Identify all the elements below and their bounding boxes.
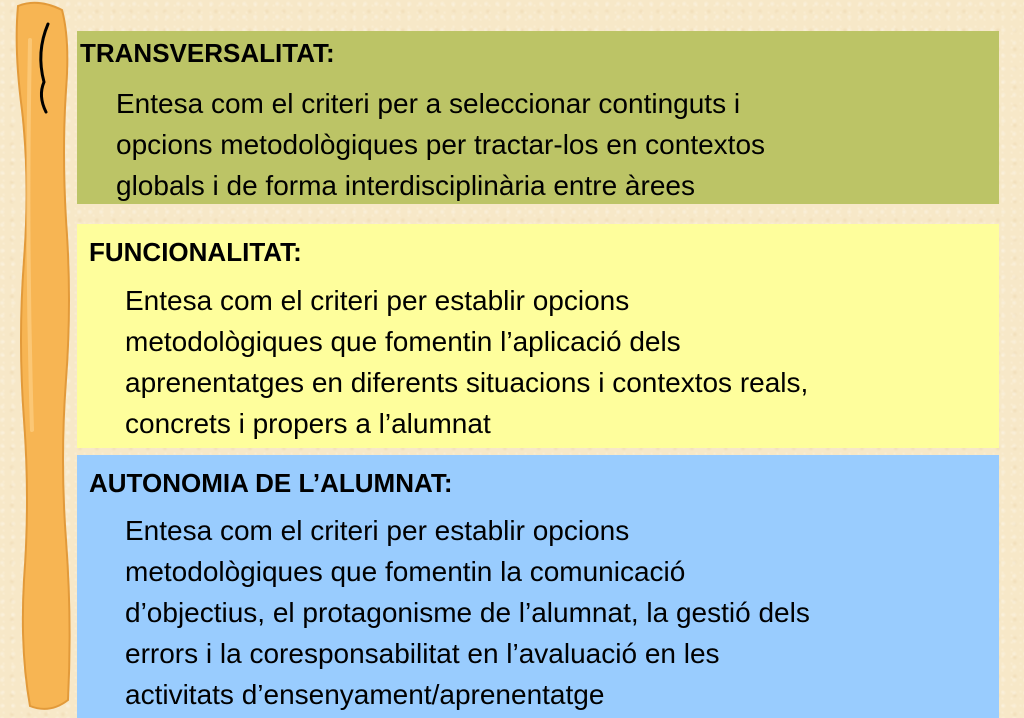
text-line: d’objectius, el protagonisme de l’alumnat, la gestió dels: [125, 597, 810, 628]
autonomia-panel: [77, 455, 999, 718]
text-line: aprenentatges en diferents situacions i contextos reals,: [125, 367, 809, 398]
text-line: globals i de forma interdisciplinària entre àrees: [116, 170, 695, 201]
text-line: opcions metodològiques per tractar-los en contextos: [116, 129, 766, 160]
text-line: errors i la coresponsabilitat en l’avaluació en les: [125, 638, 720, 669]
transversalitat-panel: [77, 31, 999, 204]
text-line: activitats d’ensenyament/aprenentatge: [125, 679, 605, 710]
text-line: Entesa com el criteri per a seleccionar continguts i: [116, 88, 741, 119]
parchment-scroll-icon: [0, 0, 80, 718]
funcionalitat-panel: [77, 224, 999, 448]
text-line: metodològiques que fomentin la comunicació: [125, 556, 686, 587]
funcionalitat-description: [125, 280, 808, 444]
text-line: concrets i propers a l’alumnat: [125, 408, 491, 439]
text-line: metodològiques que fomentin l’aplicació dels: [125, 326, 681, 357]
transversalitat-description: [116, 83, 765, 206]
autonomia-description: [125, 510, 810, 715]
transversalitat-heading: TRANSVERSALITAT:: [80, 38, 335, 68]
text-line: Entesa com el criteri per establir opcions: [125, 285, 630, 316]
text-line: Entesa com el criteri per establir opcions: [125, 515, 630, 546]
funcionalitat-heading: FUNCIONALITAT:: [89, 237, 302, 267]
autonomia-heading: AUTONOMIA DE L’ALUMNAT:: [89, 468, 453, 498]
